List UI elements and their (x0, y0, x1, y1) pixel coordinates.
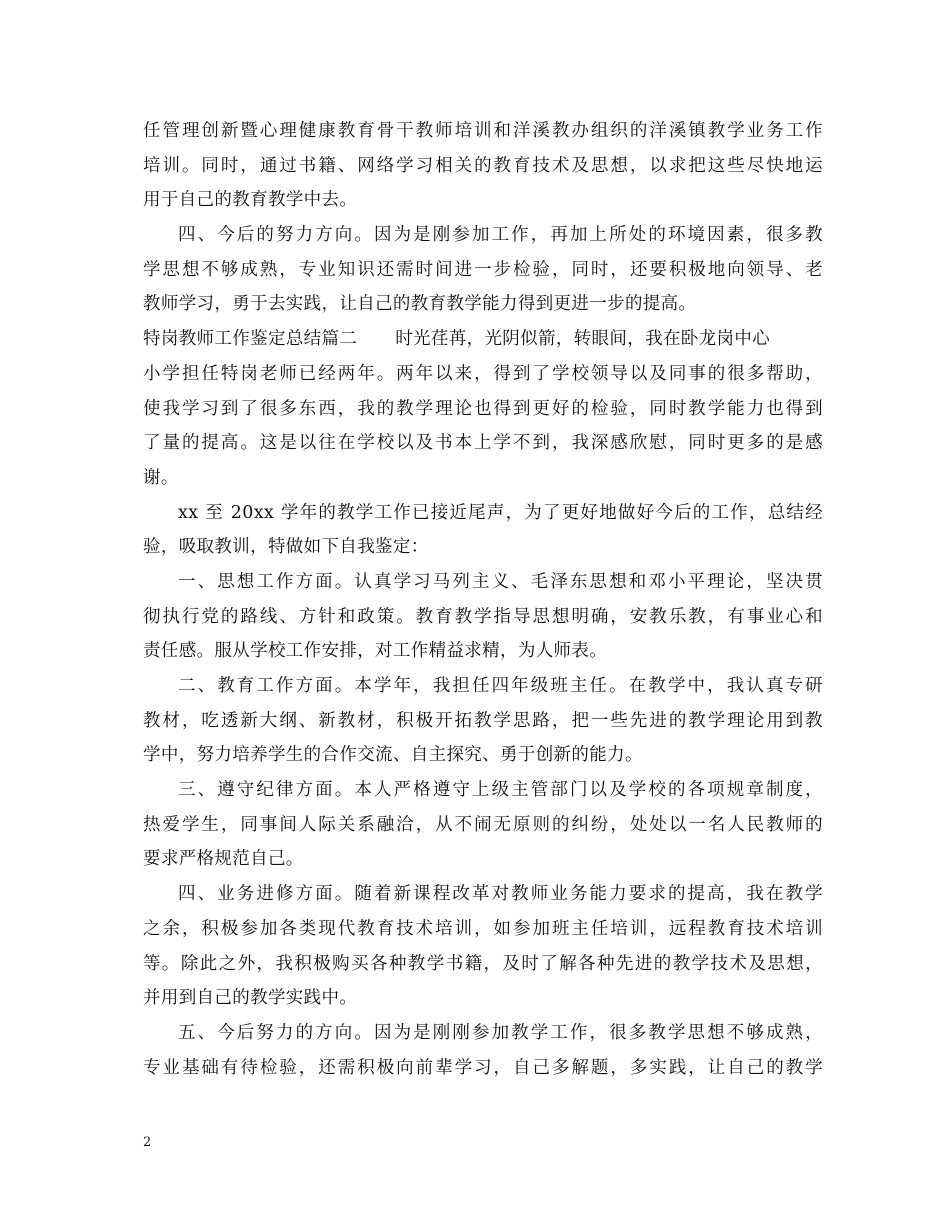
page-number: 2 (143, 1135, 152, 1150)
text-line: 用于自己的教育教学中去。 (143, 190, 358, 211)
text-line: 谢。 (143, 467, 179, 488)
document-body (143, 114, 823, 1085)
text-line: 了量的提高。这是以往在学校以及书本上学不到，我深感欣慰，同时更多的是感 (143, 433, 823, 454)
text-line: 彻执行党的路线、方针和政策。教育教学指导思想明确，安教乐教，有事业心和 (143, 606, 823, 627)
text-line: 二、教育工作方面。本学年，我担任四年级班主任。在教学中，我认真专研 (178, 676, 823, 696)
text-line: 热爱学生，同事间人际关系融洽，从不闹无原则的纠纷，处处以一名人民教师的 (143, 814, 823, 835)
text-line: 责任感。服从学校工作安排，对工作精益求精，为人师表。 (143, 641, 608, 662)
text-line: 教师学习，勇于去实践，让自己的教育教学能力得到更进一步的提高。 (143, 294, 697, 315)
text-line: 学中，努力培养学生的合作交流、自主探究、勇于创新的能力。 (143, 745, 643, 766)
text-line: 四、业务进修方面。随着新课程改革对教师业务能力要求的提高，我在教学 (178, 884, 823, 905)
text-line (143, 322, 823, 357)
text-line: 培训。同时，通过书籍、网络学习相关的教育技术及思想，以求把这些尽快地运 (143, 155, 823, 176)
text-line: xx 至 20xx 学年的教学工作已接近尾声，为了更好地做好今后的工作，总结经 (178, 502, 823, 523)
text-line-continuation: 时光荏苒，光阴似箭，转眼间，我在卧龙岗中心 (395, 329, 771, 350)
text-line: 使我学习到了很多东西，我的教学理论也得到更好的检验，同时教学能力也得到 (143, 398, 823, 419)
text-line: 专业基础有待检验，还需积极向前辈学习，自己多解题，多实践，让自己的教学 (143, 1057, 823, 1078)
section-heading: 特岗教师工作鉴定总结篇二 (143, 329, 358, 350)
text-line: 要求严格规范自己。 (143, 849, 304, 870)
text-line: 任管理创新暨心理健康教育骨干教师培训和洋溪教办组织的洋溪镇教学业务工作 (143, 121, 823, 141)
text-line: 并用到自己的教学实践中。 (143, 988, 358, 1009)
text-line: 五、今后努力的方向。因为是刚刚参加教学工作，很多教学思想不够成熟， (178, 1022, 823, 1043)
text-line: 一、思想工作方面。认真学习马列主义、毛泽东思想和邓小平理论，坚决贯 (178, 571, 823, 592)
text-line: 小学担任特岗老师已经两年。两年以来，得到了学校领导以及同事的很多帮助， (143, 363, 823, 384)
text-line: 等。除此之外，我积极购买各种教学书籍，及时了解各种先进的教学技术及思想， (143, 953, 823, 974)
text-line: 之余，积极参加各类现代教育技术培训，如参加班主任培训，远程教育技术培训 (143, 918, 823, 939)
text-line: 验，吸取教训，特做如下自我鉴定： (143, 537, 429, 558)
text-line: 四、今后的努力方向。因为是刚参加工作，再加上所处的环境因素，很多教 (178, 225, 823, 246)
text-line: 三、遵守纪律方面。本人严格遵守上级主管部门以及学校的各项规章制度， (178, 780, 823, 801)
text-line: 学思想不够成熟，专业知识还需时间进一步检验，同时，还要积极地向领导、老 (143, 259, 823, 280)
text-line: 教材，吃透新大纲、新教材，积极开拓教学思路，把一些先进的教学理论用到教 (143, 710, 823, 731)
